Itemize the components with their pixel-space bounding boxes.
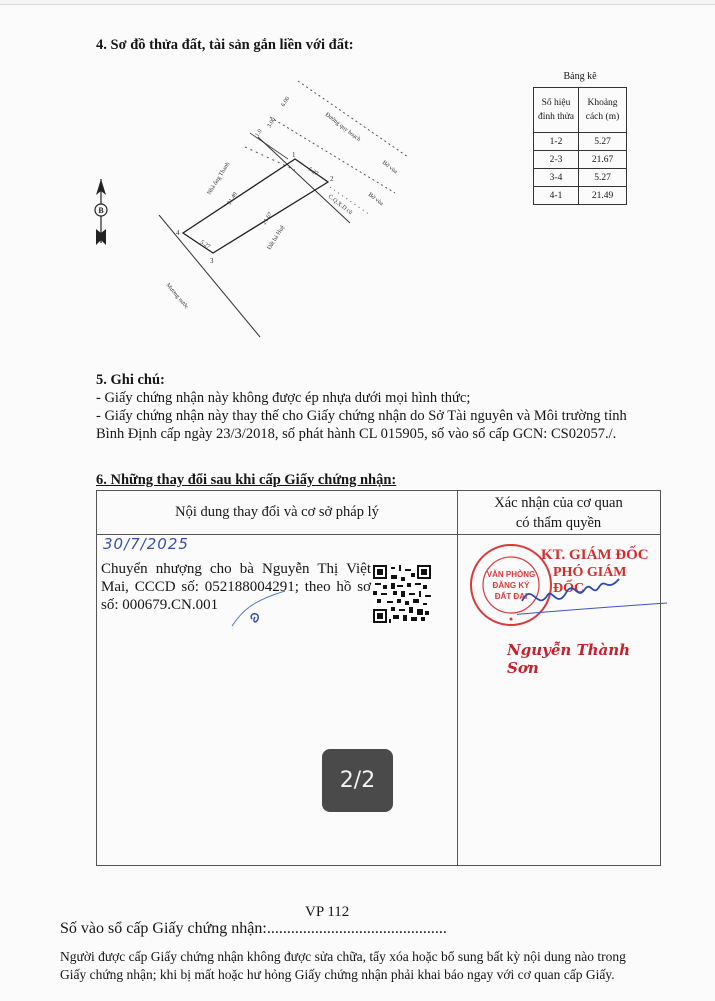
svg-text:Mương nước: Mương nước [164,282,190,311]
qr-code-icon [373,565,431,623]
changes-col-header: Nội dung thay đổi và cơ sở pháp lý [175,504,379,520]
section-4-title: 4. Sơ đồ thửa đất, tài sản gắn liền với đất: [96,37,354,53]
svg-text:ĐĂNG KÝ: ĐĂNG KÝ [492,581,530,590]
north-arrow-icon [92,177,110,247]
svg-text:Nhà ông Thanh: Nhà ông Thanh [206,161,232,197]
bang-ke-header-distance: Khoảng cách (m) [579,88,627,133]
svg-text:5.27: 5.27 [306,166,319,178]
bang-ke-table [533,87,627,205]
approval-title-2: PHÓ GIÁM ĐỐC [553,565,627,596]
svg-text:6.00: 6.00 [280,95,292,109]
note-line: Bình Định cấp ngày 23/3/2018, số phát hành CL 015905, số vào sổ cấp GCN: CS02057./. [96,426,617,442]
signature-icon [517,571,667,626]
svg-text:Bờ vùa: Bờ vùa [380,159,399,176]
signer-name: Nguyễn Thành Sơn [507,641,631,677]
land-plot-diagram [150,75,410,340]
note-line: - Giấy chứng nhận này không được ép nhựa dưới mọi hình thức; [96,390,471,406]
section-5-title: 5. Ghi chú: [96,372,165,388]
svg-text:B: B [98,206,104,215]
footer-note-line: Người được cấp Giấy chứng nhận không được sửa chữa, tẩy xóa hoặc bổ sung bất kỳ nội dung nào trong [60,949,626,964]
svg-text:VĂN PHÒNG: VĂN PHÒNG [486,570,536,579]
bang-ke-header-vertex: Số hiệu đỉnh thửa [534,88,579,133]
initial-signature-icon [227,591,287,636]
svg-text:Đường quy hoạch: Đường quy hoạch [323,111,362,144]
bang-ke-cell: 1-2 [534,133,579,151]
bang-ke-cell: 5.27 [579,169,627,187]
approval-title-1: KT. GIÁM ĐỐC [541,547,649,563]
svg-text:Đất bà Huệ: Đất bà Huệ [266,224,287,252]
svg-text:5.27: 5.27 [198,239,211,251]
svg-text:4: 4 [176,229,180,237]
svg-text:3: 3 [210,257,214,265]
page-indicator: 2/2 [322,749,393,812]
handwritten-date: 30/7/2025 [103,535,189,553]
svg-text:1: 1 [292,151,296,159]
bang-ke-cell: 21.67 [579,151,627,169]
change-content: Chuyển nhượng cho bà Nguyễn Thị Việt Mai, CCCD số: 052188004291; theo hồ sơ số: 000679.CN.001 [101,561,371,613]
bang-ke-cell: 21.49 [579,187,627,205]
svg-text:2: 2 [330,175,334,183]
register-value: VP 112 [305,904,350,920]
approval-col-header [457,491,660,534]
svg-text:ĐẤT ĐAI: ĐẤT ĐAI [494,592,528,601]
note-line: - Giấy chứng nhận này thay thế cho Giấy chứng nhận do Sở Tài nguyên và Môi trường tỉnh [96,408,627,424]
approval-header-line: Xác nhận của cơ quan [494,494,623,511]
svg-text:3.00: 3.00 [266,116,278,130]
register-label: Số vào sổ cấp Giấy chứng nhận:............................................. [60,920,447,937]
bang-ke-cell: 5.27 [579,133,627,151]
svg-text:1.0: 1.0 [254,128,264,139]
bang-ke-cell: 2-3 [534,151,579,169]
svg-text:21.67: 21.67 [261,211,274,227]
bang-ke-title: Bảng kê [563,71,597,82]
bang-ke-cell: 4-1 [534,187,579,205]
footer-note-line: Giấy chứng nhận; khi bị mất hoặc hư hỏng Giấy chứng nhận phải khai báo ngay với cơ quan cấp Giấy. [60,967,615,982]
svg-text:C.Q.X.D cũ: C.Q.X.D cũ [326,193,354,217]
bang-ke-cell: 3-4 [534,169,579,187]
table-divider [457,491,458,865]
svg-text:Bờ vùa: Bờ vùa [366,191,385,208]
document-page [0,4,715,1001]
approval-header-line: có thẩm quyền [515,514,602,531]
section-6-title: 6. Những thay đổi sau khi cấp Giấy chứng nhận: [96,472,397,488]
svg-text:21.49: 21.49 [226,191,239,207]
